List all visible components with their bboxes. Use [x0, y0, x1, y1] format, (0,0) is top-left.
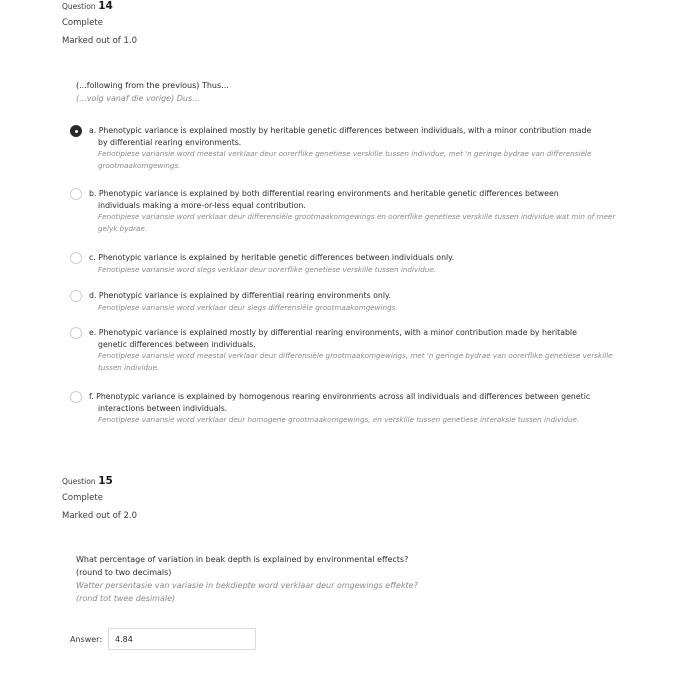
q14-marks: Marked out of 1.0: [62, 36, 138, 46]
option-b[interactable]: [70, 188, 630, 234]
q15-label: Question: [62, 477, 96, 486]
option-f-text-en: f. Phenotypic variance is explained by homogenous rearing environments across all individuals and differences between genetic interactions between individuals.: [89, 392, 591, 413]
radio-option-e[interactable]: [70, 327, 82, 339]
option-a-text-en: a. Phenotypic variance is explained mostly by heritable genetic differences between individuals, with a minor contribution made by differential rearing environments.: [89, 126, 592, 147]
option-d-text-af: Fenotipiese variansie word verklaar deur slegs differensiële grootmaakomgewings.: [98, 302, 398, 312]
option-a[interactable]: [70, 125, 630, 171]
radio-option-f[interactable]: [70, 391, 82, 403]
q14-info: [62, 0, 137, 54]
q14-prompt: [76, 79, 229, 105]
radio-option-c[interactable]: [70, 252, 82, 264]
q14-prompt-af: (...volg vanaf die vorige) Dus...: [76, 94, 200, 103]
radio-option-d[interactable]: [70, 290, 82, 302]
option-c[interactable]: [70, 252, 630, 275]
q15-marks: Marked out of 2.0: [62, 511, 138, 521]
radio-option-b[interactable]: [70, 188, 82, 200]
q15-prompt-en2: (round to two decimals): [76, 568, 172, 577]
option-d-text-en: d. Phenotypic variance is explained by differential rearing environments only.: [89, 291, 392, 300]
option-e[interactable]: [70, 327, 630, 373]
q15-prompt: [76, 553, 418, 605]
answer-input[interactable]: 4.84: [108, 628, 256, 650]
q14-number: 14: [98, 0, 113, 12]
option-f[interactable]: [70, 391, 630, 426]
q15-prompt-af1: Watter persentasie van variasie in bekdiepte word verklaar deur omgewings effekte?: [76, 581, 418, 590]
q15-prompt-af2: (rond tot twee desimale): [76, 594, 176, 603]
q15-prompt-en1: What percentage of variation in beak depth is explained by environmental effects?: [76, 555, 409, 564]
q14-prompt-en: (...following from the previous) Thus...: [76, 81, 229, 90]
answer-row: [70, 628, 256, 650]
option-e-text-en: e. Phenotypic variance is explained mostly by differential rearing environments, with a minor contribution made by heritable genetic differences between individuals.: [89, 328, 577, 349]
q15-number: 15: [98, 475, 113, 487]
q15-status: Complete: [62, 493, 103, 503]
answer-label: Answer:: [70, 634, 103, 644]
option-d[interactable]: [70, 290, 630, 313]
q15-heading: [62, 475, 137, 493]
option-c-text-en: c. Phenotypic variance is explained by heritable genetic differences between individuals only.: [89, 253, 455, 262]
q15-info: [62, 475, 137, 529]
radio-option-a[interactable]: [70, 125, 82, 137]
q14-heading: [62, 0, 137, 18]
option-e-text-af: Fenotipiese variansie word meestal verklaar deur differensiële grootmaakomgewings, met 'n geringe bydrae van oorerflike genetiese verskille tussen individue.: [98, 351, 613, 372]
option-a-text-af: Fenotipiese variansie word meestal verklaar deur oorerflike genetiese verskille tussen individue, met 'n geringe bydrae van differensiële grootmaakomgewings.: [98, 149, 592, 170]
option-b-text-af: Fenotipiese variansie word verklaar deur differensiële grootmaakomgewings en oorerflike genetiese verskille tussen individue wat min of meer gelyk bydrae.: [98, 212, 616, 233]
option-f-text-af: Fenotipiese variansie word verklaar deur homogene grootmaakomgewings, en verskille tussen genetiese interaksie tussen individue.: [98, 415, 580, 424]
option-c-text-af: Fenotipiese variansie word slegs verklaar deur oorerflike genetiese verskille tussen individue.: [98, 264, 437, 274]
option-b-text-en: b. Phenotypic variance is explained by both differential rearing environments and heritable genetic differences between individuals making a more-or-less equal contribution.: [89, 189, 559, 210]
q14-label: Question: [62, 2, 96, 11]
q14-status: Complete: [62, 18, 103, 28]
